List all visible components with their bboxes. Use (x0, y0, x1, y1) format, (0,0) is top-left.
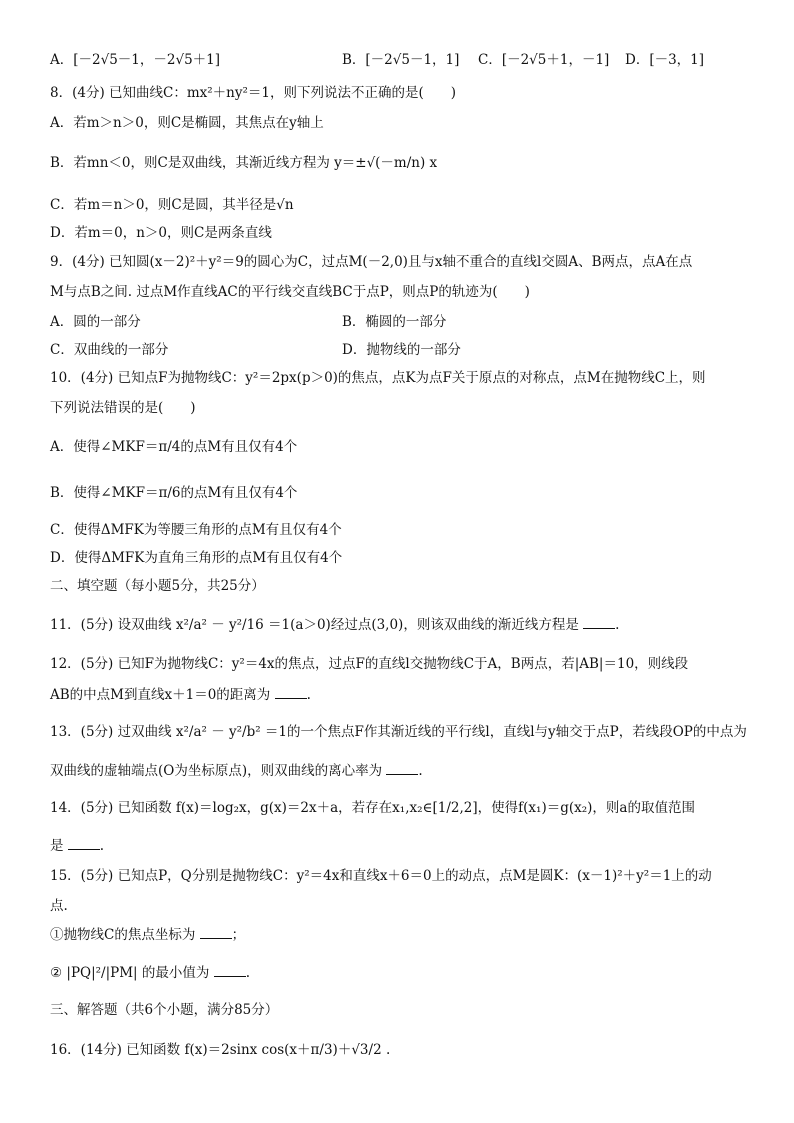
q10-stem-line2: 下列说法错误的是( ) (50, 400, 196, 416)
q13-stem-line1: 13．(5分) 过双曲线 x²/a² － y²/b² ＝1的一个焦点F作其渐近线的平行线l，直线l与y轴交于点P，若线段OP的中点为 (50, 724, 747, 740)
q15-stem-line1: 15．(5分) 已知点P，Q分别是抛物线C：y²＝4x和直线x＋6＝0上的动点，点M是圆K：(x－1)²＋y²＝1上的动 (50, 868, 712, 884)
q12-text: AB的中点M到直线x＋1＝0的距离为 (50, 687, 271, 703)
q15-stem-line2: 点. (50, 898, 68, 914)
option-d: D．[－3，1] (625, 52, 705, 68)
q8-stem: 8．(4分) 已知曲线C：mx²＋ny²＝1，则下列说法不正确的是( ) (50, 85, 457, 101)
q12-stem-line1: 12．(5分) 已知F为抛物线C：y²＝4x的焦点，过点F的直线l交抛物线C于A，B两点，若|AB|＝10，则线段 (50, 656, 689, 672)
answer-blank (200, 924, 232, 939)
q13-stem-line2: 双曲线的虚轴端点(O为坐标原点)，则双曲线的离心率为 . (50, 760, 423, 781)
q14-stem-line2: 是 . (50, 835, 104, 856)
answer-blank (275, 684, 307, 699)
answer-blank (583, 614, 615, 629)
option-b: B．[－2√5－1，1] (342, 52, 460, 68)
q14-stem-line1: 14．(5分) 已知函数 f(x)＝log₂x，g(x)＝2x＋a，若存在x₁,x₂∈[1/2,2]，使得f(x₁)＝g(x₂)，则a的取值范围 (50, 800, 695, 816)
q10-stem-line1: 10．(4分) 已知点F为抛物线C：y²＝2px(p＞0)的焦点，点K为点F关于原点的对称点，点M在抛物线C上，则 (50, 370, 706, 386)
q10-option-a: A．使得∠MKF＝π/4的点M有且仅有4个 (50, 439, 298, 455)
q8-option-a: A．若m＞n＞0，则C是椭圆，其焦点在y轴上 (50, 115, 324, 131)
section-solutions-heading: 三、解答题（共6个小题，满分85分） (50, 1002, 279, 1018)
q12-stem-line2: AB的中点M到直线x＋1＝0的距离为 . (50, 684, 311, 705)
q8-option-c: C．若m＝n＞0，则C是圆，其半径是√n (50, 197, 294, 213)
q9-option-b: B．椭圆的一部分 (342, 314, 447, 330)
q9-stem-line2: M与点B之间. 过点M作直线AC的平行线交直线BC于点P，则点P的轨迹为( ) (50, 284, 530, 300)
q9-stem-line1: 9．(4分) 已知圆(x－2)²＋y²＝9的圆心为C，过点M(－2,0)且与x轴不重合的直线l交圆A、B两点，点A在点 (50, 254, 693, 270)
q11-text: 11．(5分) 设双曲线 x²/a² － y²/16 ＝1(a＞0)经过点(3,0)，则该双曲线的渐近线方程是 (50, 617, 579, 633)
q16-stem: 16．(14分) 已知函数 f(x)＝2sinx cos(x＋π/3)＋√3/2 . (50, 1042, 391, 1058)
q13-text: 双曲线的虚轴端点(O为坐标原点)，则双曲线的离心率为 (50, 763, 383, 779)
q15-sub1-text: ①抛物线C的焦点坐标为 (50, 927, 196, 943)
q10-option-b: B．使得∠MKF＝π/6的点M有且仅有4个 (50, 485, 298, 501)
q8-option-b: B．若mn＜0，则C是双曲线，其渐近线方程为 y＝±√(－m/n) x (50, 155, 438, 171)
option-c: C．[－2√5＋1，－1] (478, 52, 610, 68)
q9-option-a: A．圆的一部分 (50, 314, 141, 330)
answer-blank (68, 835, 100, 850)
option-a: A．[－2√5－1，－2√5＋1] (50, 52, 221, 68)
q15-sub2-text: ② |PQ|²/|PM| 的最小值为 (50, 965, 210, 981)
section-fill-in-heading: 二、填空题（每小题5分，共25分） (50, 578, 265, 594)
q9-option-d: D．抛物线的一部分 (342, 342, 461, 358)
q14-text: 是 (50, 838, 64, 854)
answer-blank (214, 962, 246, 977)
q11-stem: 11．(5分) 设双曲线 x²/a² － y²/16 ＝1(a＞0)经过点(3,0)，则该双曲线的渐近线方程是 . (50, 614, 619, 635)
q10-option-c: C．使得ΔMFK为等腰三角形的点M有且仅有4个 (50, 522, 342, 538)
q15-sub2: ② |PQ|²/|PM| 的最小值为 . (50, 962, 250, 983)
q10-option-d: D．使得ΔMFK为直角三角形的点M有且仅有4个 (50, 550, 343, 566)
q15-sub1: ①抛物线C的焦点坐标为 ； (50, 924, 245, 945)
q9-option-c: C．双曲线的一部分 (50, 342, 169, 358)
answer-blank (386, 760, 418, 775)
q8-option-d: D．若m＝0，n＞0，则C是两条直线 (50, 225, 272, 241)
